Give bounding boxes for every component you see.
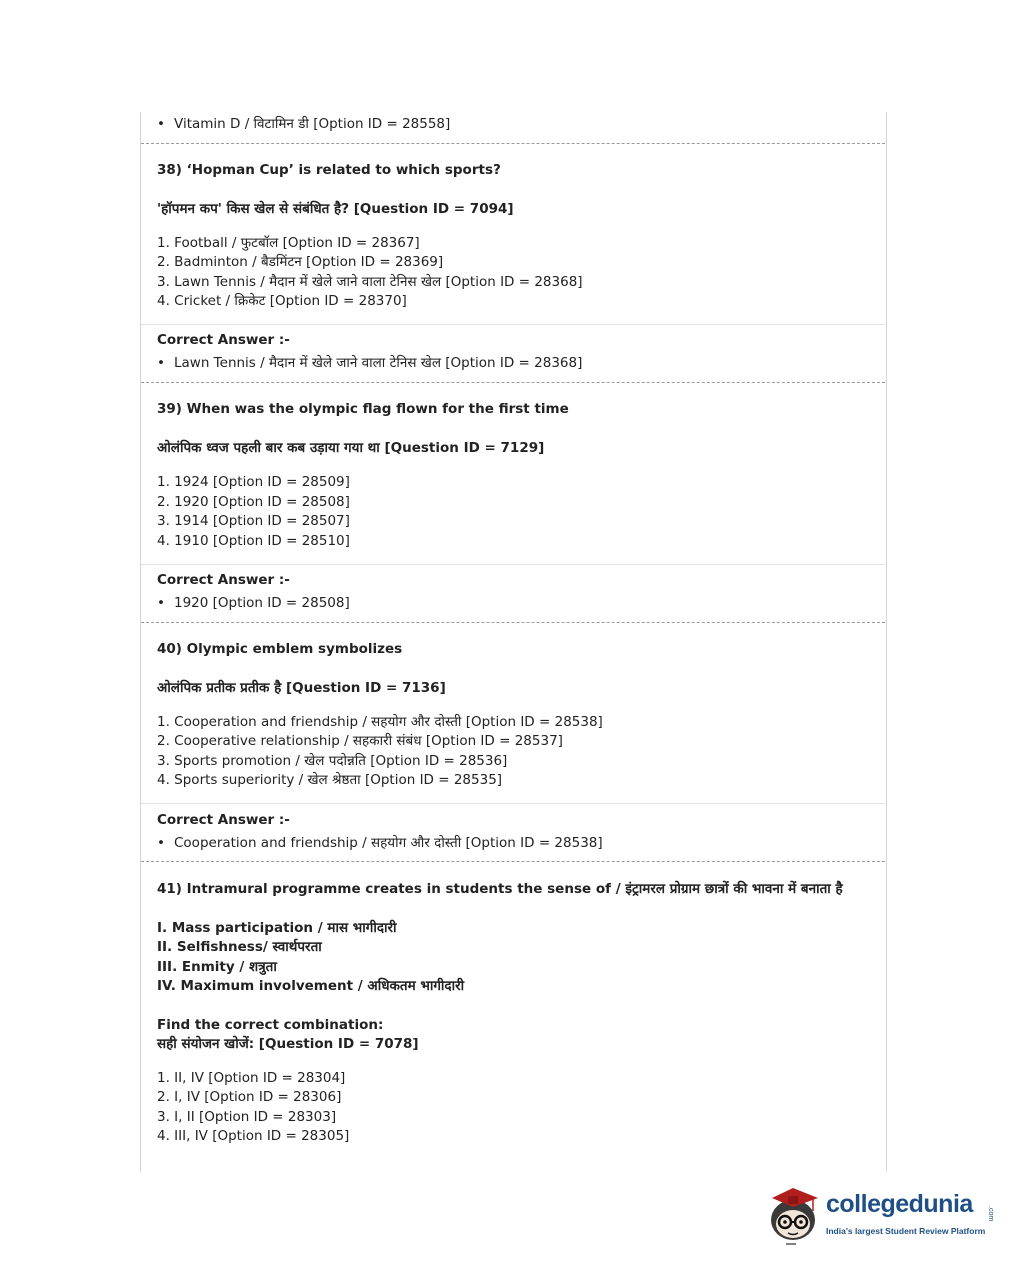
separator <box>141 803 885 804</box>
separator <box>141 382 885 383</box>
question-40-correct-label: Correct Answer :- <box>157 812 290 828</box>
separator <box>141 143 885 144</box>
separator <box>141 622 885 623</box>
question-40-option-3: 3. Sports promotion / खेल पदोन्नति [Option ID = 28536] <box>157 753 508 769</box>
question-38-option-3: 3. Lawn Tennis / मैदान में खेले जाने वाला टेनिस खेल [Option ID = 28368] <box>157 274 583 290</box>
question-41-find-hi: सही संयोजन खोजें: [Question ID = 7078] <box>157 1036 419 1052</box>
question-38-option-4: 4. Cricket / क्रिकेट [Option ID = 28370] <box>157 293 407 309</box>
question-40-option-2: 2. Cooperative relationship / सहकारी संबंध [Option ID = 28537] <box>157 733 563 749</box>
question-40-title: 40) Olympic emblem symbolizes <box>157 641 403 657</box>
question-41-option-4: 4. III, IV [Option ID = 28305] <box>157 1128 350 1144</box>
question-41-statement-3: III. Enmity / शत्रुता <box>157 959 277 975</box>
question-39-hindi: ओलंपिक ध्वज पहली बार कब उड़ाया गया था [Question ID = 7129] <box>157 440 545 456</box>
question-41-option-3: 3. I, II [Option ID = 28303] <box>157 1109 337 1125</box>
question-41-option-2: 2. I, IV [Option ID = 28306] <box>157 1089 342 1105</box>
separator <box>141 564 885 565</box>
question-38-correct-answer: • Lawn Tennis / मैदान में खेले जाने वाला टेनिस खेल [Option ID = 28368] <box>157 354 582 372</box>
question-38-title: 38) ‘Hopman Cup’ is related to which sports? <box>157 162 501 178</box>
question-40-option-1: 1. Cooperation and friendship / सहयोग और दोस्ती [Option ID = 28538] <box>157 714 603 730</box>
question-39-correct-label: Correct Answer :- <box>157 572 290 588</box>
question-40-correct-answer: • Cooperation and friendship / सहयोग और दोस्ती [Option ID = 28538] <box>157 834 603 852</box>
question-38-correct-label: Correct Answer :- <box>157 332 290 348</box>
brand-domain: .com <box>987 1206 994 1222</box>
question-39-option-4: 4. 1910 [Option ID = 28510] <box>157 533 350 549</box>
mascot-icon <box>766 1178 824 1248</box>
question-38-option-2: 2. Badminton / बैडमिंटन [Option ID = 28369] <box>157 254 444 270</box>
question-39-title: 39) When was the olympic flag flown for the first time <box>157 401 569 417</box>
question-39-option-1: 1. 1924 [Option ID = 28509] <box>157 474 350 490</box>
question-41-option-1: 1. II, IV [Option ID = 28304] <box>157 1070 346 1086</box>
question-38-hindi: 'हॉपमन कप' किस खेल से संबंधित है? [Question ID = 7094] <box>157 201 514 217</box>
brand-name: collegedunia <box>826 1190 973 1218</box>
question-39-correct-answer: • 1920 [Option ID = 28508] <box>157 594 350 612</box>
question-41-find-en: Find the correct combination: <box>157 1017 384 1033</box>
separator <box>141 324 885 325</box>
question-39-option-3: 3. 1914 [Option ID = 28507] <box>157 513 350 529</box>
question-41-statement-2: II. Selfishness/ स्वार्थपरता <box>157 939 322 955</box>
collegedunia-logo <box>766 1178 994 1248</box>
question-41-statement-1: I. Mass participation / मास भागीदारी <box>157 920 397 936</box>
question-41-title: 41) Intramural programme creates in students the sense of / इंट्रामरल प्रोग्राम छात्रों की भावना में बनाता है <box>157 881 843 897</box>
separator <box>141 861 885 862</box>
question-40-option-4: 4. Sports superiority / खेल श्रेष्ठता [Option ID = 28535] <box>157 772 503 788</box>
question-39-option-2: 2. 1920 [Option ID = 28508] <box>157 494 350 510</box>
question-38-option-1: 1. Football / फुटबॉल [Option ID = 28367] <box>157 235 420 251</box>
prev-correct-answer: • Vitamin D / विटामिन डी [Option ID = 28558] <box>157 115 450 133</box>
question-40-hindi: ओलंपिक प्रतीक प्रतीक है [Question ID = 7136] <box>157 680 446 696</box>
question-41-statement-4: IV. Maximum involvement / अधिकतम भागीदारी <box>157 978 465 994</box>
brand-tagline: India's largest Student Review Platform <box>826 1226 986 1236</box>
